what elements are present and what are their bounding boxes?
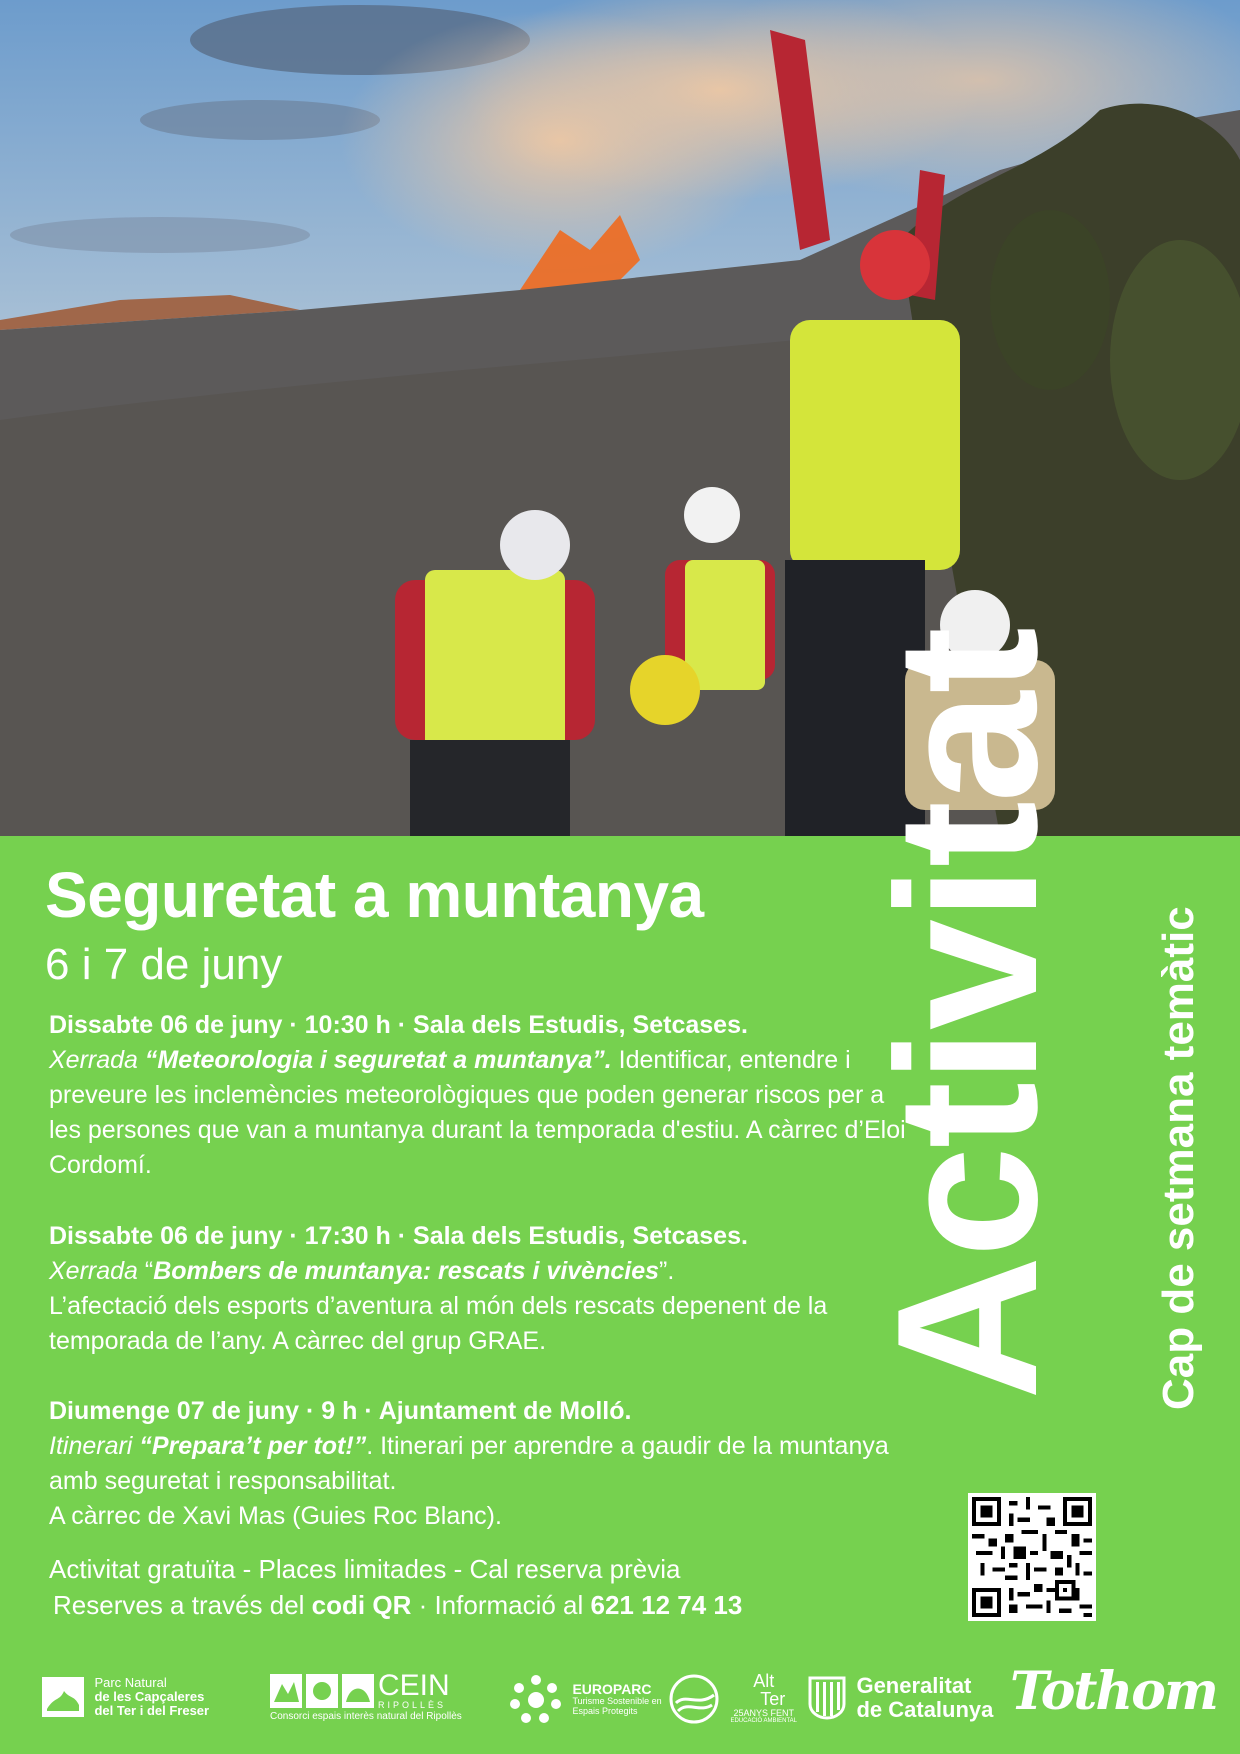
logo-parc-natural: Parc Natural de les Capçaleres del Ter i del Freser [42,1676,209,1718]
phone-number[interactable]: 621 12 74 13 [590,1590,743,1620]
event-3 [49,1394,909,1534]
event-2-heading: Dissabte 06 de juny · 17:30 h · Sala dels Estudis, Setcases. [49,1222,748,1250]
event-dates: 6 i 7 de juny [45,940,283,989]
event-3-title: “Prepara’t per tot!” [139,1432,367,1460]
sponsor-logos [0,1660,1240,1740]
event-1-type: Xerrada [49,1046,138,1074]
logo-europarc: EUROPARC Turisme Sostenible en Espais Protegits [508,1674,662,1724]
event-1-description [49,1043,909,1183]
vertical-subtitle: Cap de setmana temàtic [1154,906,1203,1410]
logo-alt-ter: Alt Ter 25ANYS FENT EDUCACIÓ AMBIENTAL [668,1672,797,1725]
event-1-heading: Dissabte 06 de juny · 10:30 h · Sala dels Estudis, Setcases. [49,1011,748,1039]
event-1 [49,1008,909,1183]
generalitat-icon [808,1676,846,1720]
booking-info-line2: Reserves a través del codi QR · Informació al 621 12 74 13 [53,1590,743,1620]
vertical-title: Activitat [856,628,1079,1400]
event-1-title: “Meteorologia i seguretat a muntanya”. [144,1046,612,1074]
event-3-type: Itinerari [49,1432,133,1460]
event-2-type: Xerrada [49,1257,138,1285]
event-1-text: Identificar, entendre i preveure les inclemències meteorològiques que poden generar riscos per a les persones que van a muntanya durant la temporada d'estiu. A càrrec d’Eloi Cordomí. [49,1046,906,1179]
alt-ter-icon [668,1673,724,1725]
event-3-description [49,1429,909,1534]
europarc-icon [508,1674,564,1724]
event-2-text: L’afectació dels esports d’aventura al món dels rescats depenent de la temporada de l’any. A càrrec del grup GRAE. [49,1292,828,1355]
event-3-guide: A càrrec de Xavi Mas (Guies Roc Blanc). [49,1502,502,1530]
logo-generalitat: Generalitat de Catalunya [808,1674,993,1722]
event-2-title: Bombers de muntanya: rescats i vivències [153,1257,660,1285]
event-2 [49,1219,909,1359]
event-2-description: Xerrada “Bombers de muntanya: rescats i vivències”. L’afectació dels esports d’aventura al món dels rescats depenent de la temporada de l’any. A càrrec del grup GRAE. [49,1257,828,1355]
qr-code[interactable] [968,1493,1096,1621]
cein-icon [270,1674,374,1708]
logo-tothom: Tothom [1010,1661,1217,1722]
booking-info-line1: Activitat gratuïta - Places limitades - Cal reserva prèvia [49,1554,681,1584]
booking-info [49,1551,742,1623]
event-3-heading: Diumenge 07 de juny · 9 h · Ajuntament de Molló. [49,1397,632,1425]
page-title: Seguretat a muntanya [45,859,704,931]
logo-cein-ripolles: CEIN RIPOLLÈS Consorci espais interès natural del Ripollès [270,1669,462,1722]
event-3-text: . Itinerari per aprendre a gaudir de la muntanya amb seguretat i responsabilitat. [49,1432,889,1495]
qr-code-icon [972,1497,1092,1617]
parc-natural-icon [42,1677,84,1717]
